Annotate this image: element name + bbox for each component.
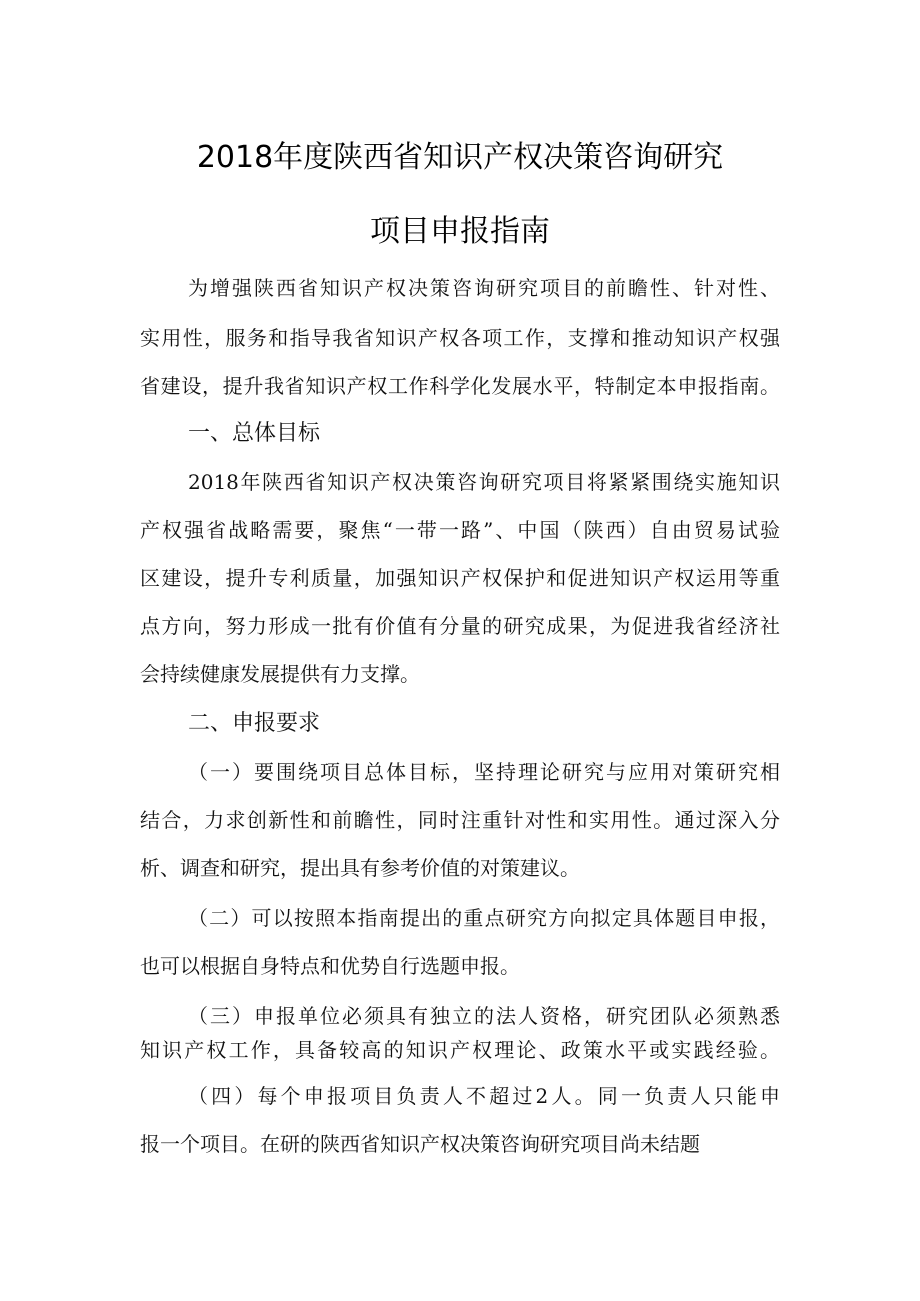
requirement-item-4-line: （四）每个申报项目负责人不超过2人。同一负责人只能申: [188, 1084, 780, 1108]
section1-line: 2018年陕西省知识产权决策咨询研究项目将紧紧围绕实施知识: [188, 470, 780, 494]
section1-line: 会持续健康发展提供有力支撑。: [140, 662, 420, 686]
intro-line: 为增强陕西省知识产权决策咨询研究项目的前瞻性、针对性、: [188, 276, 780, 300]
requirement-item-3-line: 知识产权工作，具备较高的知识产权理论、政策水平或实践经验。: [140, 1038, 780, 1062]
section-heading-requirements: 二、申报要求: [188, 711, 321, 736]
requirement-item-1-line: 结合，力求创新性和前瞻性，同时注重针对性和实用性。通过深入分: [140, 808, 780, 832]
requirement-item-2-line: 也可以根据自身特点和优势自行选题申报。: [140, 954, 520, 978]
document-title-line-1: 2018年度陕西省知识产权决策咨询研究: [196, 140, 724, 175]
section-heading-overall-goal: 一、总体目标: [188, 421, 321, 446]
section1-line: 点方向，努力形成一批有价值有分量的研究成果，为促进我省经济社: [140, 614, 780, 638]
requirement-item-3-line: （三）申报单位必须具有独立的法人资格，研究团队必须熟悉: [188, 1004, 780, 1028]
section1-line: 区建设，提升专利质量，加强知识产权保护和促进知识产权运用等重: [140, 566, 780, 590]
intro-line: 省建设，提升我省知识产权工作科学化发展水平，特制定本申报指南。: [140, 374, 780, 398]
intro-line: 实用性，服务和指导我省知识产权各项工作，支撑和推动知识产权强: [140, 326, 780, 350]
document-title-line-2: 项目申报指南: [370, 214, 550, 249]
requirement-item-2-line: （二）可以按照本指南提出的重点研究方向拟定具体题目申报，: [188, 906, 780, 930]
requirement-item-4-line: 报一个项目。在研的陕西省知识产权决策咨询研究项目尚未结题: [140, 1132, 700, 1156]
section1-line: 产权强省战略需要，聚焦“一带一路”、中国（陕西）自由贸易试验: [140, 518, 780, 542]
requirement-item-1-line: 析、调查和研究，提出具有参考价值的对策建议。: [140, 856, 580, 880]
requirement-item-1-line: （一）要围绕项目总体目标，坚持理论研究与应用对策研究相: [188, 760, 780, 784]
